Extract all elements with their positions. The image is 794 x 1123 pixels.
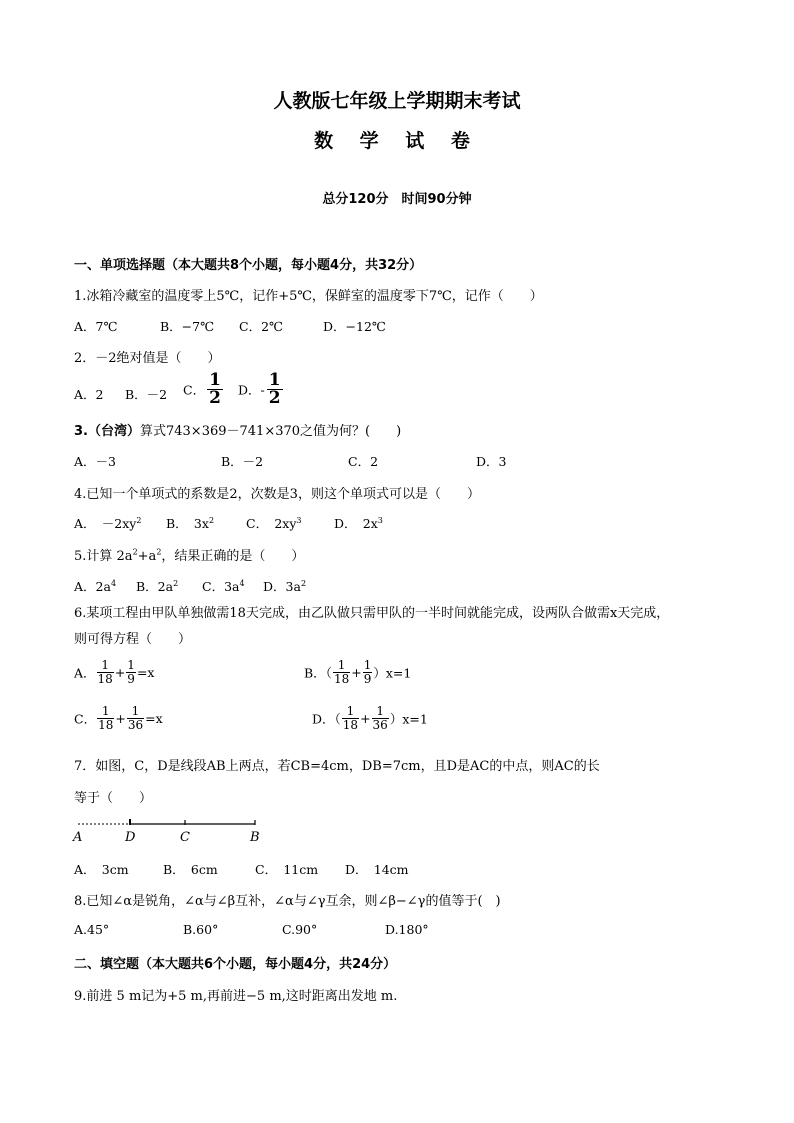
exam-info: 总分120分 时间90分钟 [322,192,472,207]
q6-option-d: D．（ $\frac{1}{18}$ + $\frac{1}{36}$ ）x=1 [312,704,428,732]
q1-option-b: B．−7℃ [160,319,215,334]
q5-option-d: D．$3a^2$ [263,578,307,594]
q4-option-c: C． $2xy^3$ [246,515,302,531]
q6-option-b: B．（ $\frac{1}{18}$ + $\frac{1}{9}$ ）x=1 [304,658,412,686]
q8-option-c: C.90° [282,922,318,937]
q2-option-a: A．2 [74,387,104,402]
q3-option-a: A．－3 [74,454,116,469]
q7-option-c: C． 11cm [255,862,319,877]
exam-subtitle: 数 学 试 卷 [314,130,480,152]
q2-option-c: C． $\frac{1}{2}$ [183,370,221,408]
segment-diagram [70,812,270,846]
q3-stem: 3.（台湾）算式743×369－741×370之值为何？( ) [74,424,402,439]
q1-stem: 1.冰箱冷藏室的温度零上5℃，记作+5℃，保鲜室的温度零下7℃，记作（ ） [74,289,543,304]
q5-option-a: A．$2a^4$ [74,578,117,594]
q4-stem: 4.已知一个单项式的系数是2，次数是3，则这个单项式可以是（ ） [74,487,480,502]
label-a: A [73,830,83,845]
q4-option-d: D． $2x^3$ [334,515,383,531]
q2-option-d: D．- $\frac{1}{2}$ [238,370,281,408]
q8-stem: 8.已知∠α是锐角，∠α与∠β互补，∠α与∠γ互余，则∠β−∠γ的值等于( ) [74,894,501,909]
q5-option-c: C．$3a^4$ [202,578,245,594]
q7-option-a: A． 3cm [74,862,129,877]
section1-heading: 一、单项选择题（本大题共8个小题，每小题4分，共32分） [74,258,423,273]
q2-stem: 2．－2绝对值是（ ） [74,351,221,366]
q3-option-d: D．3 [476,454,507,469]
q8-option-d: D.180° [385,922,429,937]
q6-stem-line1: 6.某项工程由甲队单独做需18天完成，由乙队做只需甲队的一半时间就能完成，设两队合做需x天完成， [74,606,670,621]
q4-option-a: A． $-2xy^2$ [74,515,142,531]
q2-option-b: B．－2 [125,387,168,402]
q6-option-c: C． $\frac{1}{18}$ + $\frac{1}{36}$ =x [74,704,163,732]
q6-stem-line2: 则可得方程（ ） [74,632,192,647]
q1-option-d: D．−12℃ [323,319,386,334]
label-d: D [125,830,136,845]
q9-stem: 9.前进 5 m记为+5 m,再前进−5 m,这时距离出发地 m. [74,989,398,1004]
exam-title: 人教版七年级上学期期末考试 [273,90,521,112]
q7-option-d: D． 14cm [345,862,409,877]
q5-option-b: B．$2a^2$ [136,578,179,594]
q8-option-a: A.45° [74,922,110,937]
q7-option-b: B． 6cm [163,862,218,877]
q3-option-b: B．－2 [221,454,264,469]
section2-heading: 二、填空题（本大题共6个小题，每小题4分，共24分） [74,957,397,972]
q6-option-a: A． $\frac{1}{18}$ + $\frac{1}{9}$ =x [74,658,155,686]
q4-option-b: B． $3x^2$ [166,515,215,531]
q5-stem: 5.计算 $2a^2+a^2$，结果正确的是（ ） [74,547,305,564]
q3-option-c: C．2 [348,454,379,469]
q1-option-a: A．7℃ [74,319,118,334]
label-c: C [180,830,190,845]
q7-stem-line1: 7．如图，C，D是线段AB上两点，若CB=4cm，DB=7cm，且D是AC的中点，则AC的长 [74,759,600,774]
q7-stem-line2: 等于（ ） [74,791,153,806]
q1-option-c: C．2℃ [239,319,284,334]
label-b: B [250,830,260,845]
q8-option-b: B.60° [183,922,219,937]
